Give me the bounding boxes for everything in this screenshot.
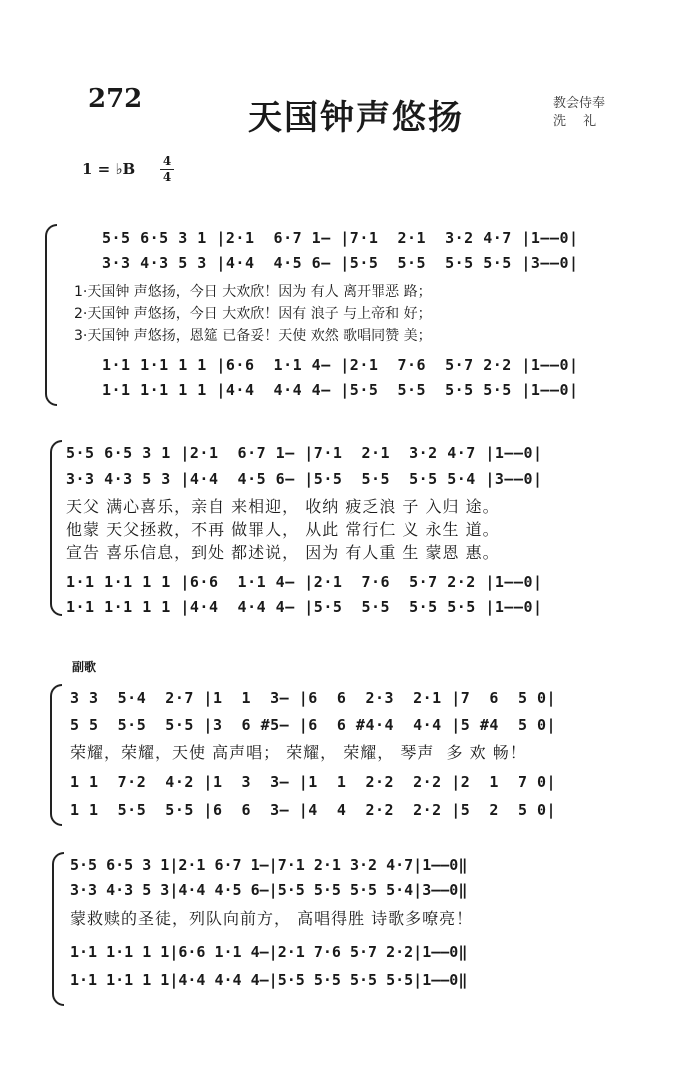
system4-lyric: 蒙救赎的圣徒，列队向前方， 高唱得胜 诗歌多嘹亮！ [70, 909, 474, 928]
system2-tenor: 1·1 1·1 1 1 |6·6 1·1 4– |2·1 7·6 5·7 2·2 |1––0| [66, 573, 543, 591]
system2-verse3: 宣告 喜乐信息，到处 都述说， 因为 有人重 生 蒙恩 惠。 [66, 543, 500, 562]
system2-verse2: 他蒙 天父拯救，不再 做罪人， 从此 常行仁 义 永生 道。 [66, 520, 500, 539]
chorus-brace [50, 684, 62, 826]
time-signature-bottom: 4 [162, 170, 172, 184]
chorus-tenor: 1 1 7·2 4·2 |1 3 3– |1 1 2·2 2·2 |2 1 7 0| [70, 773, 557, 791]
system2-verse1: 天父 满心喜乐，亲自 来相迎， 收纳 疲乏浪 子 入归 途。 [66, 497, 500, 516]
system1-soprano: 5·5 6·5 3 1 |2·1 6·7 1– |7·1 2·1 3·2 4·7 |1––0| [102, 229, 579, 247]
system1-bass: 1·1 1·1 1 1 |4·4 4·4 4– |5·5 5·5 5·5 5·5 |1––0| [102, 381, 579, 399]
chorus-label: 副歌 [72, 660, 97, 674]
system2-brace [50, 440, 62, 616]
system1-brace [45, 224, 57, 406]
chorus-soprano: 3 3 5·4 2·7 |1 1 3– |6 6 2·3 2·1 |7 6 5 0| [70, 689, 557, 707]
chorus-alto: 5 5 5·5 5·5 |3 6 #5– |6 6 #4·4 4·4 |5 #4 5 0| [70, 716, 557, 734]
system1-tenor: 1·1 1·1 1 1 |6·6 1·1 4– |2·1 7·6 5·7 2·2 |1––0| [102, 356, 579, 374]
system2-soprano: 5·5 6·5 3 1 |2·1 6·7 1– |7·1 2·1 3·2 4·7 |1––0| [66, 444, 543, 462]
time-signature-top: 4 [162, 154, 172, 168]
system1-alto: 3·3 4·3 5 3 |4·4 4·5 6– |5·5 5·5 5·5 5·5 |3––0| [102, 254, 579, 272]
system4-soprano: 5·5 6·5 3 1|2·1 6·7 1–|7·1 2·1 3·2 4·7|1––0‖ [70, 856, 468, 874]
system4-brace [52, 852, 64, 1006]
system4-tenor: 1·1 1·1 1 1|6·6 1·1 4–|2·1 7·6 5·7 2·2|1––0‖ [70, 943, 468, 961]
system2-alto: 3·3 4·3 5 3 |4·4 4·5 6– |5·5 5·5 5·5 5·4 |3––0| [66, 470, 543, 488]
hymn-category: 教会侍奉 [553, 96, 606, 111]
system1-verse2: 2·天国钟 声悠扬，今日 大欢欣！因有 浪子 与上帝和 好； [74, 306, 432, 322]
system1-verse3: 3·天国钟 声悠扬，恩筵 已备妥！天使 欢然 歌唱同赞 美； [74, 328, 432, 344]
system4-alto: 3·3 4·3 5 3|4·4 4·5 6–|5·5 5·5 5·5 5·4|3––0‖ [70, 881, 468, 899]
hymn-number: 272 [88, 84, 143, 114]
key-signature: 1 = ♭B [82, 160, 136, 178]
system4-bass: 1·1 1·1 1 1|4·4 4·4 4–|5·5 5·5 5·5 5·5|1––0‖ [70, 971, 468, 989]
system2-bass: 1·1 1·1 1 1 |4·4 4·4 4– |5·5 5·5 5·5 5·5 |1––0| [66, 598, 543, 616]
hymn-subcategory: 洗 礼 [553, 114, 597, 129]
hymn-title: 天国钟声悠扬 [248, 98, 464, 138]
chorus-lyric: 荣耀，荣耀，天使 高声唱； 荣耀， 荣耀， 琴声 多 欢 畅！ [70, 743, 527, 762]
system1-verse1: 1·天国钟 声悠扬，今日 大欢欣！因为 有人 离开罪恶 路； [74, 284, 432, 300]
chorus-bass: 1 1 5·5 5·5 |6 6 3– |4 4 2·2 2·2 |5 2 5 0| [70, 801, 557, 819]
